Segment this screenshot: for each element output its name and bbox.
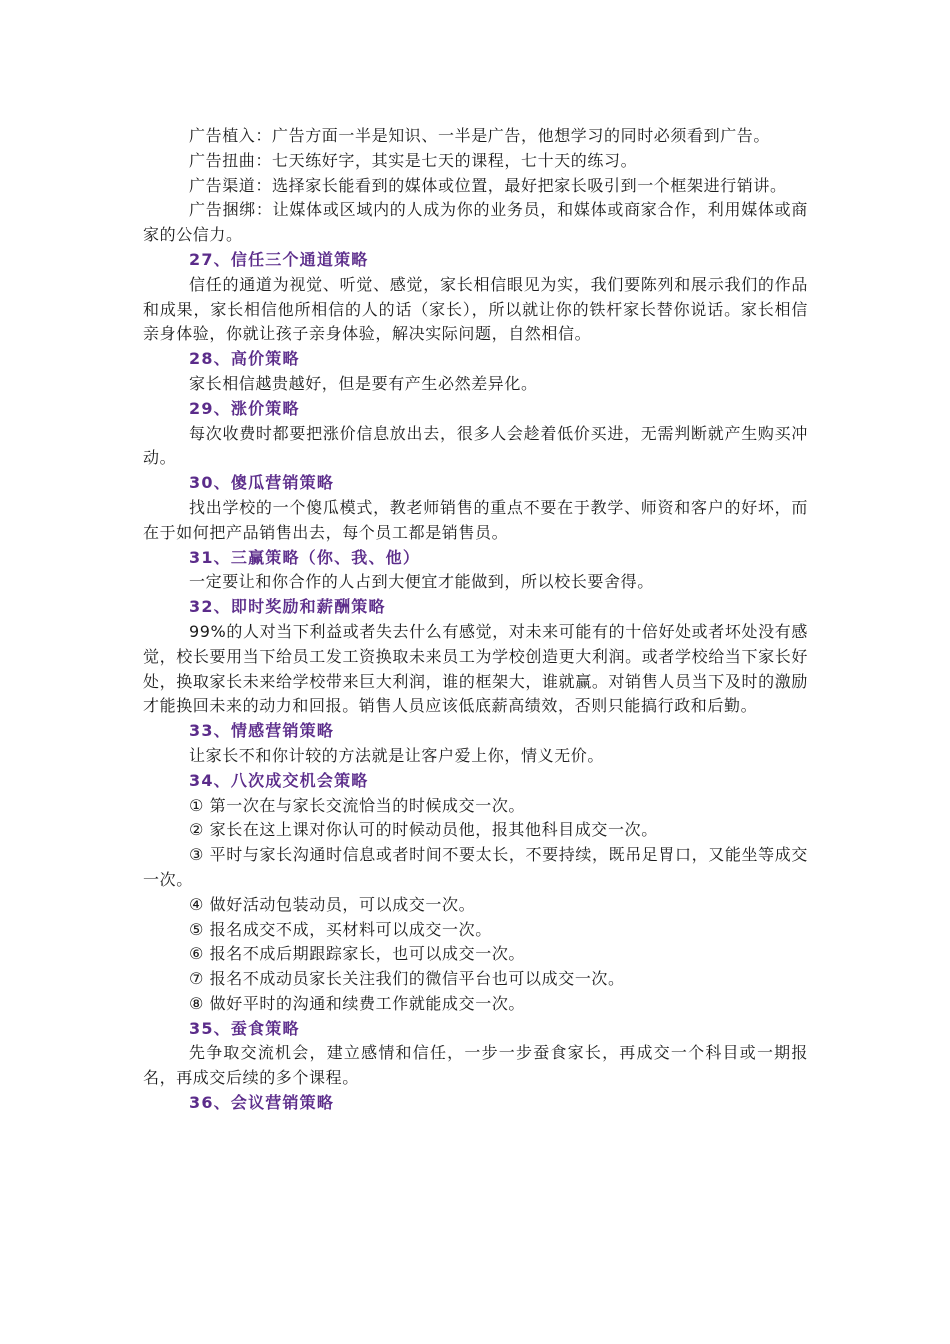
list-item: ⑥ 报名不成后期跟踪家长，也可以成交一次。 bbox=[189, 944, 526, 964]
heading-29: 29、涨价策略 bbox=[189, 398, 300, 418]
paragraph-ad-channel: 广告渠道：选择家长能看到的媒体或位置，最好把家长吸引到一个框架进行销讲。 bbox=[189, 175, 787, 195]
heading-30: 30、傻瓜营销策略 bbox=[189, 473, 335, 493]
paragraph-31: 一定要让和你合作的人占到大便宜才能做到，所以校长要舍得。 bbox=[189, 572, 654, 592]
heading-36: 36、会议营销策略 bbox=[189, 1093, 335, 1113]
document-body bbox=[143, 124, 808, 1116]
list-item: ⑤ 报名成交不成，买材料可以成交一次。 bbox=[189, 919, 492, 939]
paragraph-35: 先争取交流机会，建立感情和信任，一步一步蚕食家长，再成交一个科目或一期报名，再成交后续的多个课程。 bbox=[143, 1043, 808, 1088]
list-item: ② 家长在这上课对你认可的时候动员他，报其他科目成交一次。 bbox=[189, 820, 658, 840]
paragraph-28: 家长相信越贵越好，但是要有产生必然差异化。 bbox=[189, 373, 538, 393]
paragraph-29: 每次收费时都要把涨价信息放出去，很多人会趁着低价买进，无需判断就产生购买冲动。 bbox=[143, 423, 808, 468]
paragraph-33: 让家长不和你计较的方法就是让客户爱上你，情义无价。 bbox=[189, 745, 605, 765]
list-item: ⑦ 报名不成动员家长关注我们的微信平台也可以成交一次。 bbox=[189, 969, 625, 989]
paragraph-27: 信任的通道为视觉、听觉、感觉，家长相信眼见为实，我们要陈列和展示我们的作品和成果，家长相信他所相信的人的话（家长），所以就让你的铁杆家长替你说话。家长相信亲身体验，你就让孩子亲身体验，解决实际问题，自然相信。 bbox=[143, 274, 808, 344]
heading-27: 27、信任三个通道策略 bbox=[189, 249, 369, 269]
list-item: ① 第一次在与家长交流恰当的时候成交一次。 bbox=[189, 795, 526, 815]
heading-35: 35、蚕食策略 bbox=[189, 1018, 300, 1038]
heading-31: 31、三赢策略（你、我、他） bbox=[189, 547, 421, 567]
heading-33: 33、情感营销策略 bbox=[189, 721, 335, 741]
heading-32: 32、即时奖励和薪酬策略 bbox=[189, 597, 386, 617]
paragraph-ad-distortion: 广告扭曲：七天练好字，其实是七天的课程，七十天的练习。 bbox=[189, 150, 638, 170]
heading-34: 34、八次成交机会策略 bbox=[189, 770, 369, 790]
list-item: ⑧ 做好平时的沟通和续费工作就能成交一次。 bbox=[189, 993, 526, 1013]
heading-28: 28、高价策略 bbox=[189, 349, 300, 369]
paragraph-32: 99%的人对当下利益或者失去什么有感觉，对未来可能有的十倍好处或者坏处没有感觉，校长要用当下给员工发工资换取未来员工为学校创造更大利润。或者学校给当下家长好处，换取家长未来给学校带来巨大利润，谁的框架大，谁就赢。对销售人员当下及时的激励才能换回未来的动力和回报。销售人员应该低底薪高绩效，否则只能搞行政和后勤。 bbox=[143, 621, 808, 716]
list-item: ④ 做好活动包装动员，可以成交一次。 bbox=[189, 894, 476, 914]
paragraph-ad-placement: 广告植入：广告方面一半是知识、一半是广告，他想学习的同时必须看到广告。 bbox=[189, 126, 771, 145]
paragraph-ad-bundling: 广告捆绑：让媒体或区域内的人成为你的业务员，和媒体或商家合作，利用媒体或商家的公信力。 bbox=[143, 200, 808, 245]
paragraph-30: 找出学校的一个傻瓜模式，教老师销售的重点不要在于教学、师资和客户的好坏，而在于如何把产品销售出去，每个员工都是销售员。 bbox=[143, 497, 808, 542]
list-item: ③ 平时与家长沟通时信息或者时间不要太长，不要持续，既吊足胃口，又能坐等成交一次。 bbox=[143, 845, 808, 889]
